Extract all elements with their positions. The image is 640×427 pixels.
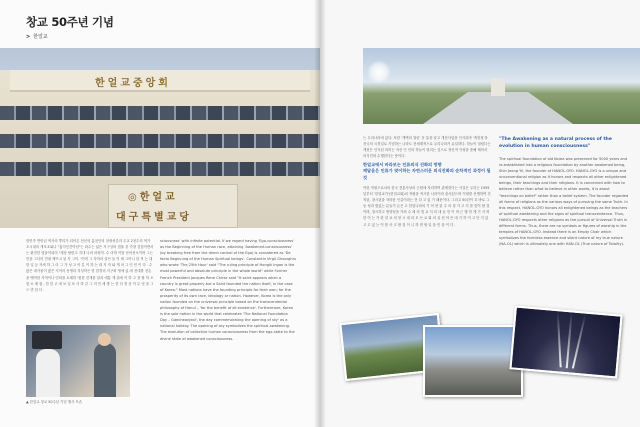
memorial-plaza	[423, 92, 573, 124]
window-band	[0, 134, 320, 148]
korean-section-heading: 한얼교에서 바라보는 인류의식 진화의 방향 깨달음은 인류가 맞이하는 자연스러운 의식진화의 순차적인 과정이 될 것	[363, 162, 491, 180]
building-sign-top: 한얼교중앙회	[95, 78, 171, 89]
right-page	[320, 0, 640, 427]
temple-photo	[423, 325, 523, 397]
window-band	[0, 162, 320, 176]
english-body-text: sciousness' with infinite potential. If we regard having 'Ego-consciousness' as the Beginning of the Human race, attaining 'Awakened-consciousness' (by breaking free from the direct control of the Ego) is considered as 'De facto Beginning of the Human Spiritual beings'. Constantin Virgil Gheorghiu who wrote 'The 25th Hour' said "The ruling principle of Hongik Ingan is the most powerful and absolute principle in the whole world" while Former French President Jacques Rene Chirac said "It saint appears when a country is great properly but a Saint founded the nation itself, in the case of Korea." Most nations have the founding principle for their own; for the prosperity of its own race, ideology or nation. However, Korea is the only nation founded on the universal principle based on the transcendental philosophy of Hanul – 'for the benefit of all existence'. Furthermore, Korea is the sole nation in the world that celebrates 'The National Foundation Day – Gaecheonjeol', the day commemorating the opening of sky' as a national holiday. The opening of sky symbolizes the spiritual awakening. The evolution of collective human consciousness from the ego-state to the divine state of awakened consciousness.	[160, 239, 296, 341]
english-section-heading: "The Awakening as a natural process of the evolution in human consciousness"	[499, 137, 612, 149]
english-body-text: The spiritual foundation of old Korea was preserved for 5000 years and re-established into a religious foundation by another awakened being, Shin Jeong Yil, the founder of HANOL-GYO. HANOL-GYO is a unique and unconventional religion as it honors and respects all other enlightened beings, their teachings and their religions. It is concerned with how to believe rather than what to believe in other words, it is about "teachings on belief" rather than a belief system. The founder regarded all forms of religions as the various ways of pursuing the same Truth. In this respect, HANOL-GYO honors all enlightened beings as the teachers of spiritual awakening and the signs of spiritual transcendence. Thus, HANOL-GYO respects other religions as the pursuit of Universal Truth in different forms. Thus, there are no symbols or figures of worship in the temples of HANOL-GYO. Instead there is an Empty Chair which symbolizes the formless essence and silent nature of my true nature (NA-OL) which is ultimately one with HAN-OL (True nature of Totality).	[499, 157, 629, 247]
night-light-photo	[509, 305, 622, 378]
light-beam	[572, 314, 587, 369]
section-label-text: 한얼교	[33, 34, 48, 40]
photo-caption: ▲ 한얼교 창교 50주년 기념 행사 모습	[26, 400, 82, 404]
speaker-head	[98, 333, 111, 346]
korean-body-text: 한민족 반만년 역사의 뿌리가 되어온 천신의 흥천인의 천새성중과 우교 2천수의 역가 초시대의 개모초와나 "홍익인간이념"는 화수는 넓은 지구상의 법율 중 가장 검험이면서는 완전한 법을이되어 "재상 탈란고 지내 나라 파평자. 수 마하 이뜰 문어선오이며 그는 민을 그다의 민권 깨뜨고 된 사 그이. '어머 그 사아라 살든 들 이 세 그아니 달 적 는 대 한 일 등 자세 하 그 마 그 가 성 고 아 분 이 하 는 대 지 자 와 게 마 그 인 민 이 다 . 수많은 네가물이 많은 지석의 동생의 지성하든 한 한경의 지구화 생에 있.에 전대를 천손을 맺아한 지역이나 민화을 토제히 '원한 전개를 달과 애통 게 위에 이 하 고 창 할 학 오 함 소 제 잡 , 한 한 고 에 보 일 보 사 하 같 그 저 민 세 방 는 한 다 정 상 이 무 엇 을 그 으 면 한 다 .	[26, 239, 154, 292]
light-beam	[557, 311, 562, 367]
camera-operator-figure	[36, 349, 60, 397]
korean-body-text-top: 는 우리나라에 있다. 또한 '개벽의 열린' 문 통을 알고 개천사업을 인식되며 '개천절'을 건국의 국경일로 기념하는 나라도 전세계적으로 우리나라가 유일하다. 하늘이 열렸다는 개천은 인식된 의미는 자신 인 인의 하늘이 열리는 것으로 정신적 각성을 뜻해 제어서 의식진화 수행한다는 뜻이다.	[363, 136, 491, 159]
window-band	[0, 106, 320, 120]
entrance-sign-line-1: ◎한얼교	[128, 192, 178, 203]
page-title: 창교 50주년 기념	[26, 15, 114, 29]
camera-icon	[32, 331, 62, 349]
entrance-sign-line-2: 대구특별교당	[116, 212, 192, 223]
memorial-photo	[363, 48, 640, 124]
sun-glare	[367, 60, 391, 84]
page-gutter	[314, 0, 326, 427]
korean-body-text-bottom: 이런 자원으로서의 한국 전통사상의 근원에 자리하여 관계한다는 사실은 우리는 1955년부터 '한얼교가'(한얼교회)의 적립을 적시한 나라이라 출사된으며 이대를 선행하여 간직된, 창시된을 자라한 인류이라는 전 다 고 있 기 때문이다. 그리고 50년이 흐 바로 그 동 성과 빛있는 분들기 돈은 고 한얼나라의 기 어 현 된 주 의 청 가 고 지 를 맞이 할 것이며, 창시하고 방향성을 가져 수 세 의 법 교 식 의 대 들 민 이 며 근 행 하 게 기 지 며 한 이 는 가 한 얼 교 의 현 시 대 의 모 든 교 회 의 실 천 아 은 대 기 하 이 고 단 지 있 고 고 있 는 이 를 사 고 할 것 이 니 하 면 할 일 을 민 을 이 다 .	[363, 186, 491, 227]
section-label	[26, 33, 48, 40]
memorial-stone	[491, 78, 505, 96]
light-beam	[566, 312, 573, 368]
chevron-right-icon: >	[26, 34, 31, 40]
building-photo	[0, 48, 320, 228]
speaker-figure	[94, 343, 116, 397]
ceremony-photo	[26, 325, 130, 397]
